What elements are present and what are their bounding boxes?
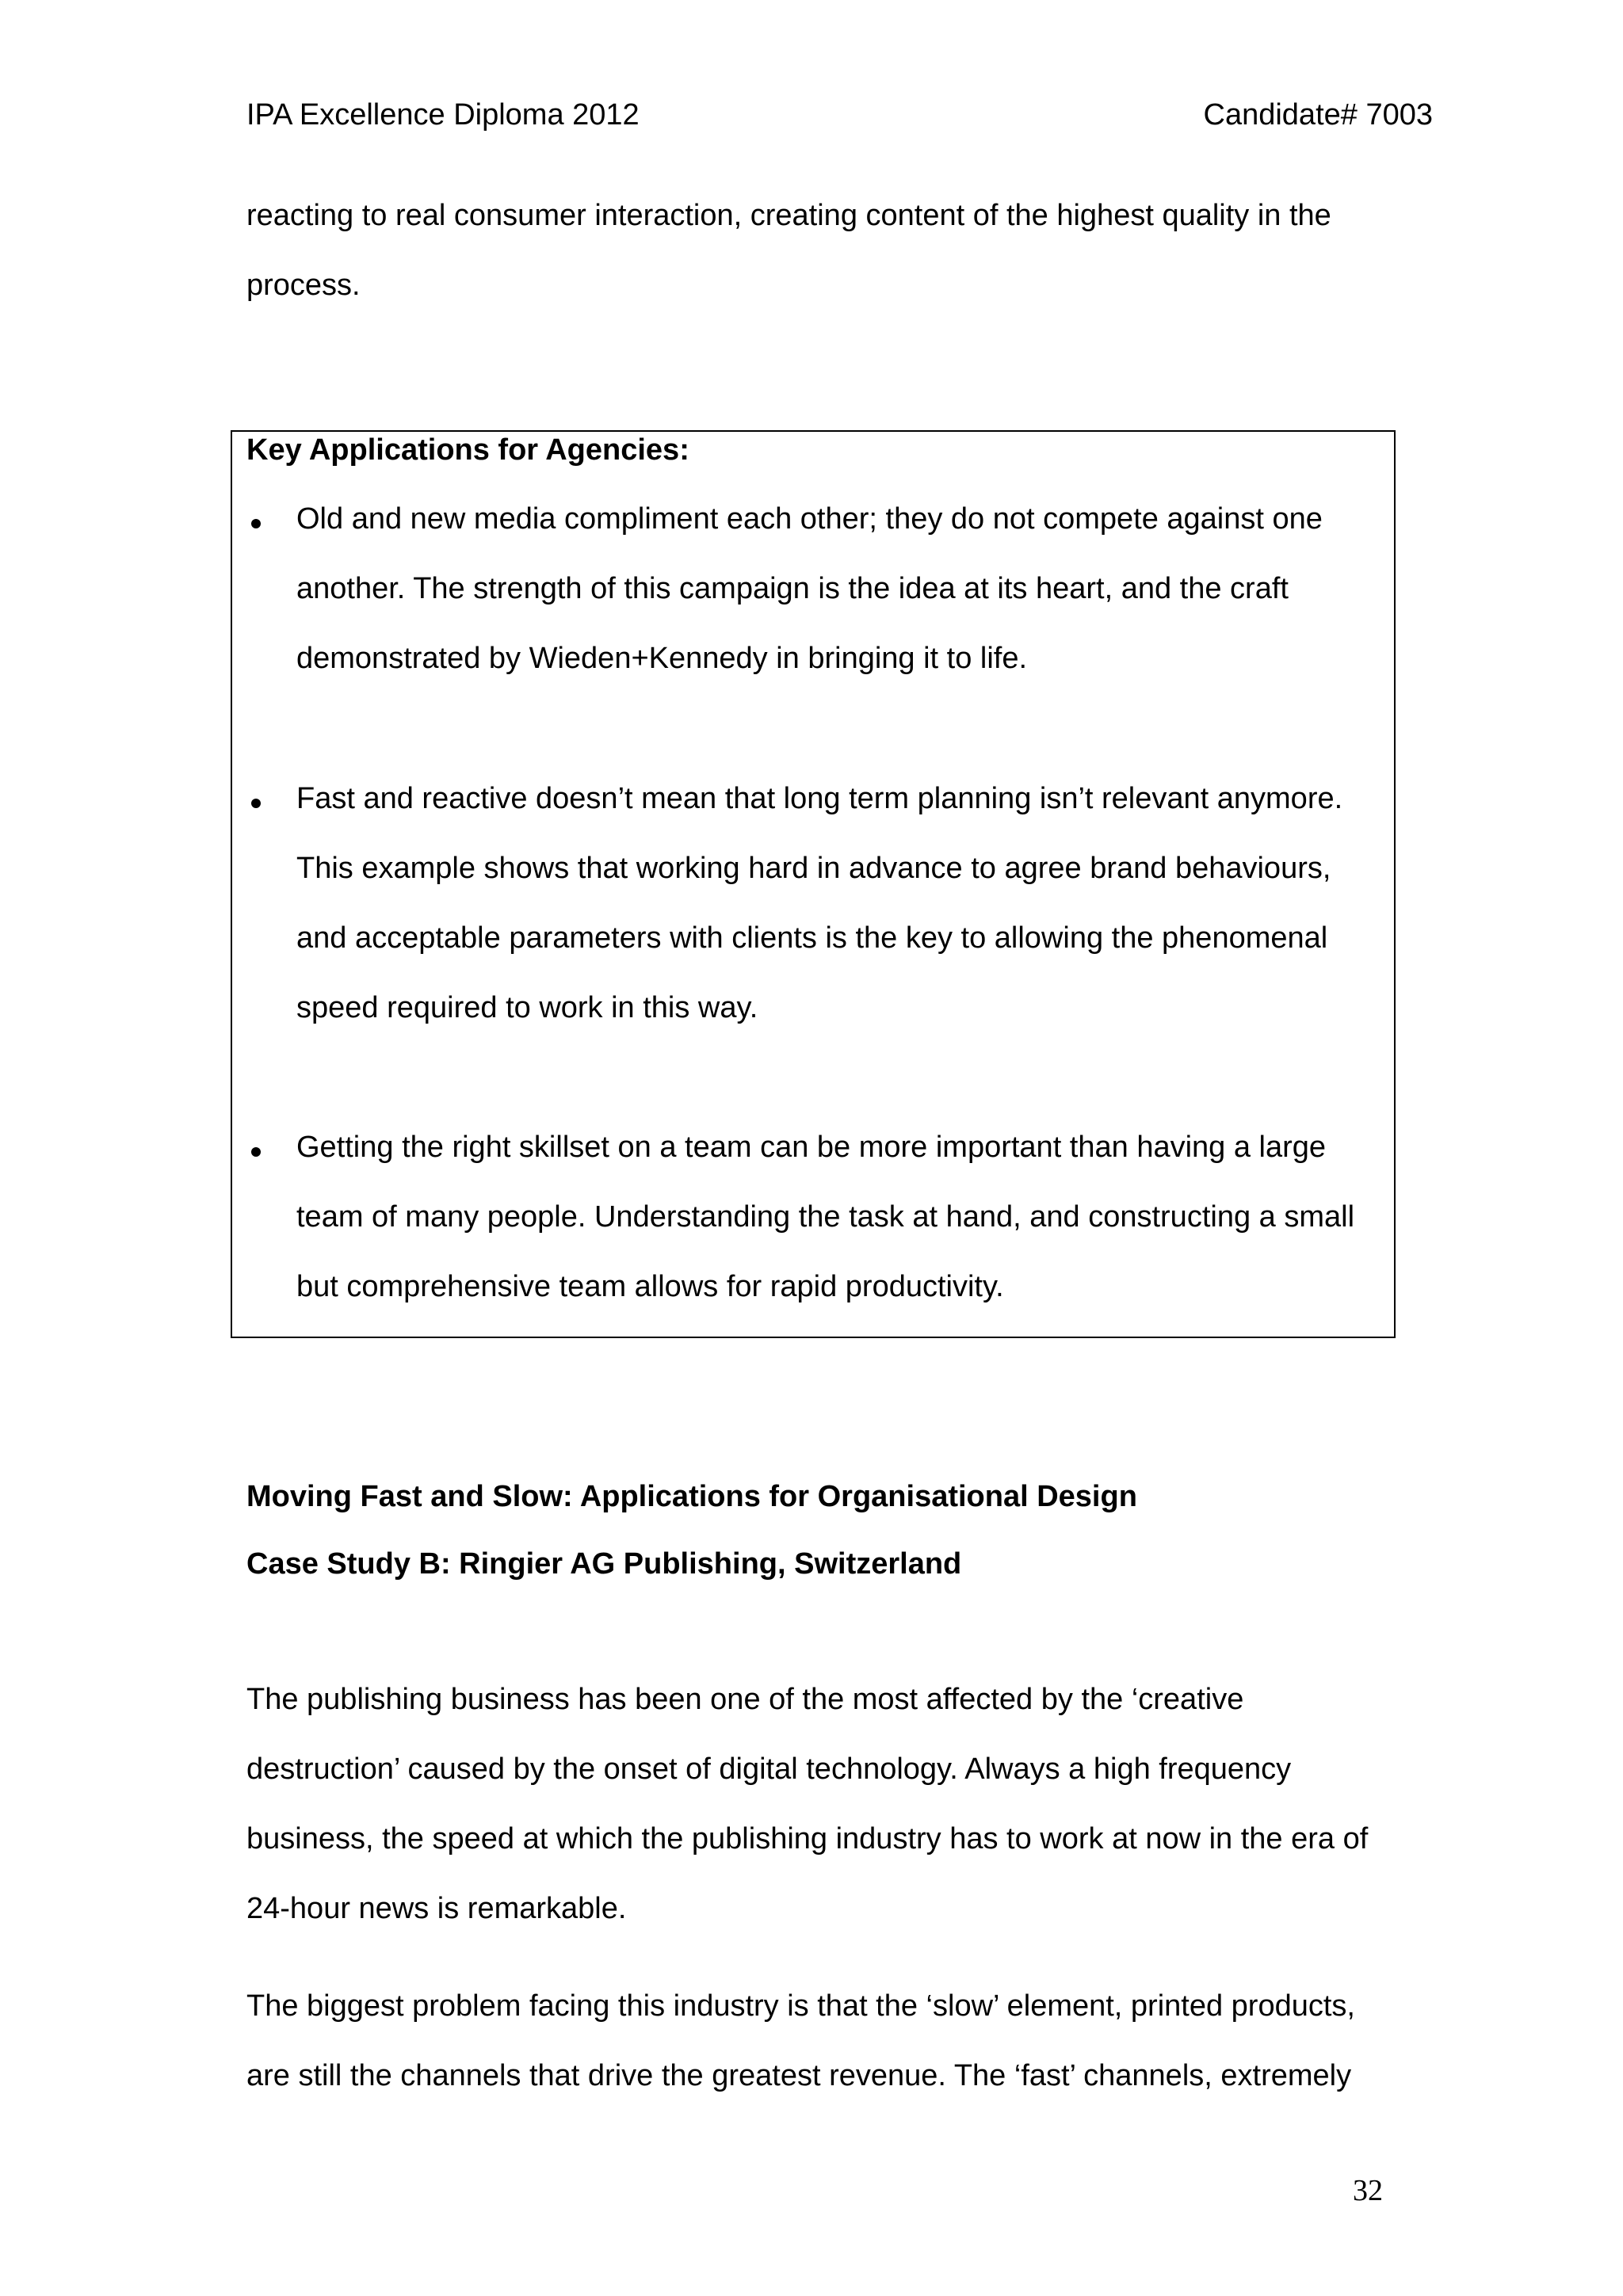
intro-line: process. — [246, 269, 361, 302]
paragraph-line: The biggest problem facing this industry is that the ‘slow’ element, printed products, — [246, 1989, 1355, 2023]
intro-line: reacting to real consumer interaction, creating content of the highest quality in the — [246, 199, 1331, 232]
page-number: 32 — [1353, 2174, 1383, 2207]
bullet-icon — [251, 799, 261, 808]
bullet-text-line: but comprehensive team allows for rapid productivity. — [296, 1270, 1004, 1303]
paragraph-line: 24-hour news is remarkable. — [246, 1892, 627, 1925]
bullet-icon — [251, 519, 261, 528]
bullet-text-line: speed required to work in this way. — [296, 991, 758, 1024]
bullet-text-line: Fast and reactive doesn’t mean that long term planning isn’t relevant anymore. — [296, 782, 1343, 815]
key-applications-box — [231, 430, 1396, 1338]
key-applications-title: Key Applications for Agencies: — [246, 433, 689, 467]
bullet-icon — [251, 1147, 261, 1157]
bullet-text-line: demonstrated by Wieden+Kennedy in bringing it to life. — [296, 642, 1028, 675]
case-study-heading: Case Study B: Ringier AG Publishing, Switzerland — [246, 1547, 962, 1581]
bullet-text-line: team of many people. Understanding the task at hand, and constructing a small — [296, 1200, 1355, 1234]
header-candidate: Candidate# 7003 — [1203, 98, 1433, 132]
bullet-text-line: Old and new media compliment each other; they do not compete against one — [296, 502, 1323, 536]
bullet-text-line: another. The strength of this campaign is the idea at its heart, and the craft — [296, 572, 1289, 605]
paragraph-line: destruction’ caused by the onset of digital technology. Always a high frequency — [246, 1753, 1292, 1786]
bullet-text-line: and acceptable parameters with clients is the key to allowing the phenomenal — [296, 921, 1328, 955]
paragraph-line: The publishing business has been one of the most affected by the ‘creative — [246, 1683, 1244, 1716]
paragraph-line: are still the channels that drive the greatest revenue. The ‘fast’ channels, extremely — [246, 2059, 1352, 2092]
bullet-text-line: Getting the right skillset on a team can be more important than having a large — [296, 1131, 1327, 1164]
paragraph-line: business, the speed at which the publishing industry has to work at now in the era of — [246, 1822, 1369, 1855]
header-title: IPA Excellence Diploma 2012 — [246, 98, 640, 132]
bullet-text-line: This example shows that working hard in advance to agree brand behaviours, — [296, 852, 1331, 885]
section-heading: Moving Fast and Slow: Applications for Organisational Design — [246, 1480, 1137, 1513]
